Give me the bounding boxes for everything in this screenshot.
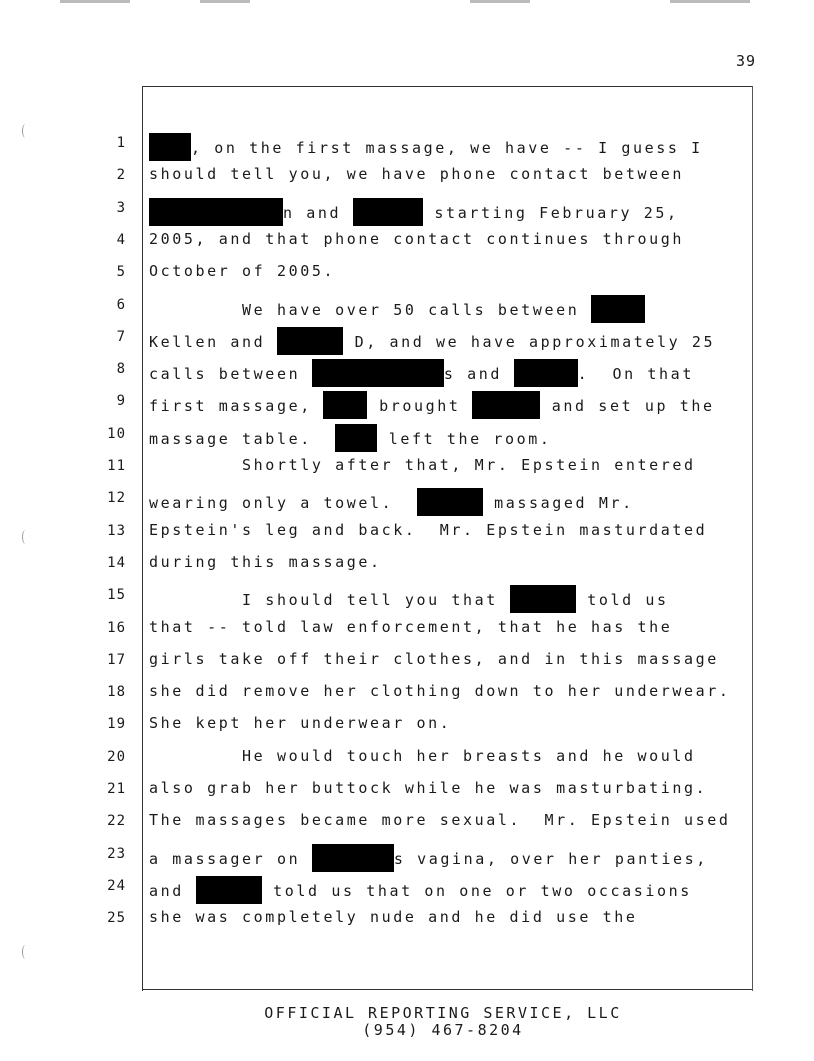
line-text-segment: She kept her underwear on.	[149, 714, 452, 733]
line-number: 6	[116, 296, 126, 313]
transcript-line	[0, 714, 814, 738]
line-text-segment: D, and we have approximately 25	[342, 332, 716, 351]
line-text	[149, 908, 638, 926]
line-text	[149, 295, 645, 323]
line-text	[149, 133, 703, 161]
transcript-line	[0, 230, 814, 254]
redaction-box	[323, 391, 367, 419]
line-text-segment: I should tell you that	[149, 591, 510, 610]
line-number: 13	[107, 522, 126, 539]
line-text-segment: Shortly after that, Mr. Epstein entered	[149, 456, 696, 474]
transcript-line	[0, 424, 814, 448]
line-text	[149, 262, 335, 280]
line-text	[149, 327, 715, 355]
scan-artifact	[60, 0, 130, 3]
line-text	[149, 198, 679, 226]
transcript-line	[0, 908, 814, 932]
transcript-line	[0, 682, 814, 706]
transcript-line	[0, 359, 814, 383]
line-number: 9	[116, 393, 126, 410]
line-text-segment: massaged Mr.	[482, 494, 634, 513]
line-text	[149, 876, 692, 904]
page-number: 39	[735, 52, 756, 70]
line-text-segment: . On that	[577, 365, 694, 384]
transcript-line	[0, 295, 814, 319]
line-text-segment: told us that on one or two occasions	[261, 881, 692, 900]
line-text	[149, 747, 696, 765]
line-text	[149, 424, 552, 452]
line-number: 2	[116, 167, 126, 184]
redaction-box	[149, 133, 191, 161]
line-text-segment: and	[149, 881, 196, 900]
line-text-segment: starting February 25,	[422, 203, 679, 222]
line-text-segment: s vagina, over her panties,	[393, 849, 708, 868]
transcript-line	[0, 779, 814, 803]
line-text	[149, 488, 634, 516]
transcript-line	[0, 133, 814, 157]
line-number: 4	[116, 231, 126, 248]
line-number: 10	[107, 425, 126, 442]
line-number: 22	[107, 813, 126, 830]
line-text-segment: that -- told law enforcement, that he has the	[149, 617, 673, 636]
transcript-line	[0, 747, 814, 771]
line-text-segment: massage table.	[149, 429, 336, 448]
redaction-box	[591, 295, 645, 323]
redaction-box	[312, 359, 444, 387]
transcript-line	[0, 488, 814, 512]
redaction-box	[514, 359, 578, 387]
line-text	[149, 230, 684, 248]
line-number: 3	[116, 199, 126, 216]
transcript-line	[0, 165, 814, 189]
line-text-segment: Epstein's leg and back. Mr. Epstein masturdated	[149, 520, 708, 539]
line-number: 25	[107, 910, 126, 927]
line-text-segment: s and	[443, 365, 514, 384]
redaction-box	[196, 876, 262, 904]
line-text-segment: , on the first massage, we have -- I guess I	[191, 139, 703, 157]
redaction-box	[335, 424, 377, 452]
line-text-segment: calls between	[149, 365, 312, 384]
transcript-line	[0, 811, 814, 835]
line-text-segment: Kellen and	[149, 332, 277, 351]
redaction-box	[149, 198, 283, 226]
redaction-box	[417, 488, 483, 516]
line-text-segment: first massage,	[149, 397, 324, 416]
transcript-line	[0, 391, 814, 415]
line-number: 23	[107, 845, 126, 862]
line-number: 8	[116, 361, 126, 378]
transcript-line	[0, 876, 814, 900]
line-text-segment: told us	[575, 591, 669, 610]
transcript-line	[0, 262, 814, 286]
line-text-segment: left the room.	[377, 429, 552, 448]
line-text	[149, 585, 669, 613]
line-number: 12	[107, 490, 126, 507]
redaction-box	[472, 391, 540, 419]
line-text	[149, 521, 707, 539]
line-text	[149, 165, 684, 183]
line-text-segment: should tell you, we have phone contact between	[149, 165, 685, 184]
line-text	[149, 779, 707, 797]
transcript-line	[0, 553, 814, 577]
line-text-segment: October of 2005.	[149, 262, 336, 281]
line-text-segment: 2005, and that phone contact continues through	[149, 229, 685, 248]
line-number: 16	[107, 619, 126, 636]
line-number: 17	[107, 651, 126, 668]
transcript-line	[0, 585, 814, 609]
margin-mark	[22, 945, 29, 959]
line-text-segment: girls take off their clothes, and in this massage	[149, 649, 719, 668]
transcript-line	[0, 521, 814, 545]
line-text	[149, 553, 382, 571]
line-number: 20	[107, 748, 126, 765]
line-number: 24	[107, 877, 126, 894]
scan-artifact	[470, 0, 530, 3]
line-text	[149, 714, 451, 732]
footer-company: OFFICIAL REPORTING SERVICE, LLC	[264, 1004, 622, 1022]
transcript-line	[0, 327, 814, 351]
transcript-line	[0, 650, 814, 674]
line-number: 5	[116, 264, 126, 281]
line-text-segment: wearing only a towel.	[149, 494, 417, 513]
line-text-segment: she did remove her clothing down to her underwear.	[149, 682, 731, 701]
line-text-segment: also grab her buttock while he was masturbating.	[149, 779, 708, 797]
line-number: 11	[107, 458, 126, 474]
line-text	[149, 456, 696, 474]
redaction-box	[353, 198, 423, 226]
line-number: 1	[116, 135, 126, 151]
line-text	[149, 618, 672, 636]
redaction-box	[510, 585, 576, 613]
transcript-line	[0, 844, 814, 868]
transcript-line	[0, 618, 814, 642]
line-number: 15	[107, 587, 126, 604]
footer-phone: (954) 467-8204	[362, 1021, 524, 1039]
line-text	[149, 811, 731, 829]
line-number: 19	[107, 716, 126, 733]
line-text-segment: she was completely nude and he did use the	[149, 908, 638, 927]
line-number: 21	[107, 781, 126, 797]
transcript-line	[0, 456, 814, 480]
redaction-box	[277, 327, 343, 355]
line-number: 7	[116, 328, 126, 345]
line-text-segment: a massager on	[149, 849, 312, 868]
line-text-segment: during this massage.	[149, 552, 382, 571]
line-text-segment: He would touch her breasts and he would	[149, 746, 696, 765]
transcript-line	[0, 198, 814, 222]
frame-top-rule	[142, 86, 752, 87]
line-text	[149, 844, 708, 872]
line-text-segment: The massages became more sexual. Mr. Epstein used	[149, 811, 731, 830]
scan-artifact	[670, 0, 750, 3]
line-text-segment: We have over 50 calls between	[149, 300, 591, 319]
frame-bottom-rule	[142, 989, 752, 990]
line-text-segment: and set up the	[540, 397, 715, 416]
line-number: 18	[107, 684, 126, 701]
line-text	[149, 682, 731, 700]
line-text	[149, 650, 719, 668]
line-text	[149, 391, 715, 419]
redaction-box	[312, 844, 394, 872]
line-text	[149, 359, 694, 387]
line-number: 14	[107, 554, 126, 571]
scan-artifact	[200, 0, 250, 3]
line-text-segment: n and	[283, 203, 353, 222]
line-text-segment: brought	[367, 397, 473, 416]
